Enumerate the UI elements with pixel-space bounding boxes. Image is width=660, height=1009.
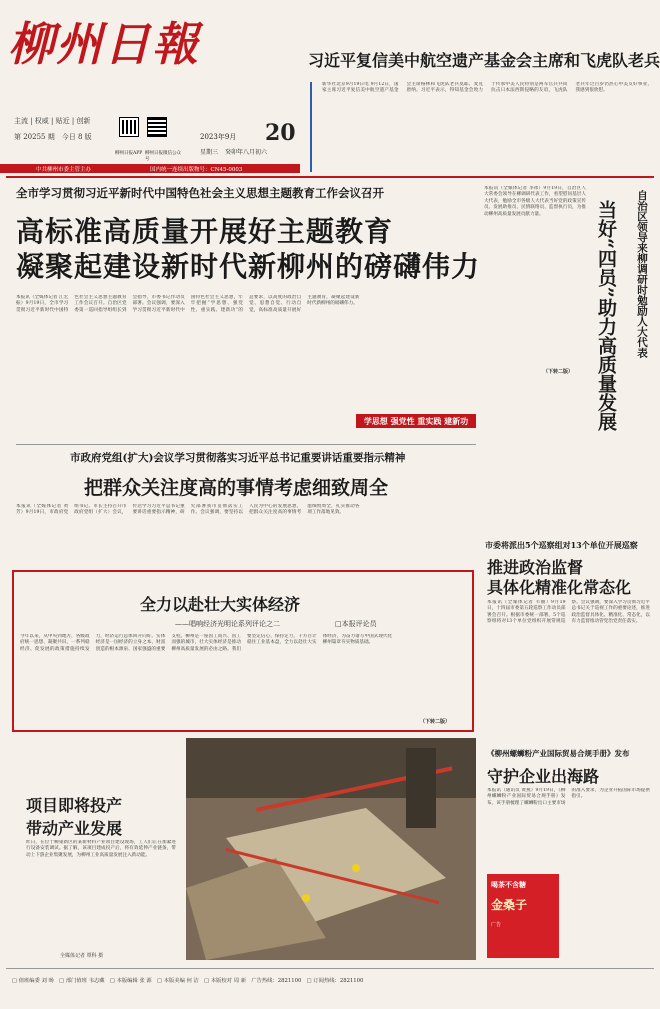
- editorial-end: （下转二版）: [420, 719, 451, 725]
- newspaper-logo: 柳州日報: [8, 17, 200, 71]
- factory-photo-art: [186, 738, 476, 960]
- publisher: 中共柳州市委主管主办: [36, 167, 92, 173]
- issue-number: 第 20255 期 今日 8 版: [14, 133, 92, 141]
- supervision-body: 本报讯（全媒体记者 韦丽）9月19日，十四届市委第五轮巡察工作动员部署会召开。根据市委统一部署，5个巡察组将对13个单位党组织开展常规巡察。会议强调，要深入学习贯彻习近平总书记关于巡视工作的重要论述，推进政治监督具体化、精准化、常态化，以有力监督推动管党治党责任落实。: [487, 600, 650, 625]
- right-col-vtitle-2: 当好“四员”助力高质量发展: [595, 200, 617, 431]
- banner-title-1: 高标准高质量开展好主题教育: [16, 215, 394, 248]
- masthead: [8, 8, 238, 84]
- banner-title-2: 凝聚起建设新时代新柳州的磅礴伟力: [16, 250, 481, 283]
- industry-body: 昨日，在位于柳東新区的某新材料产业项目建设现场，工人们正在加紧进行设备安装调试。据了解，该项目建成投产后，将有效延伸产业链条，带动上下游企业集聚发展，为柳州工业高质量发展注入新动能。: [26, 840, 176, 858]
- supervision-kicker: 市委将派出5个巡察组对13个单位开展巡察: [485, 540, 638, 550]
- banner-kicker: 全市学习贯彻习近平新时代中国特色社会主义思想主题教育工作会议召开: [16, 186, 384, 200]
- expo-body: 本报讯（通讯员 黄燕）9月19日，《柳州螺蛳粉产业国际贸易合规手册》发布。该手册梳理了螺蛳粉出口主要市场的准入要求，为企业开拓国际市场提供指引。: [487, 788, 650, 806]
- second-title: 把群众关注度高的事情考虑细致周全: [84, 477, 389, 499]
- expo-kicker: 《柳州螺蛳粉产业国际贸易合规手册》发布: [487, 749, 630, 758]
- expo-title: 守护企业出海路: [487, 767, 600, 786]
- right-col-body: 本报讯（全媒体记者 李冰）9月19日，自治区人大常委会领导在柳调研代表工作，看望慰问基层人大代表，勉励全市各级人大代表当好党的政策宣传员、发展助推员、民情联络员、监督执行员，为推动柳州高质量发展贡献力量。: [484, 186, 586, 217]
- second-body: 本报讯（全媒体记者 黄芳）9月19日，市政府党组书记、市长主持召开市政府党组（扩大）会议，传达学习习近平总书记重要讲话重要指示精神，研究部署我市贯彻落实工作。会议强调，要坚持以人民为中心的发展思想，把群众关注度高的事情考虑细致周全，扎实推动各项工作落地见效。: [16, 504, 360, 516]
- supervision-title-2: 具体化精准化常态化: [487, 578, 632, 597]
- footer-credits: □ 值班编委 刘 旸 □ 部门值班 韦志藏 □ 本版编辑 张 源 □ 本版美编 何 洁 □ 本版校对 周 新 广告热线：2821100 □ 订阅热线：2821100: [12, 978, 364, 984]
- industry-title-1: 项目即将投产: [26, 796, 123, 815]
- right-col-end: （下转二版）: [543, 369, 574, 375]
- factory-photo: [186, 738, 476, 960]
- slogan-badge: 学思想 强党性 重实践 建新功: [356, 414, 476, 428]
- cn-number: 国内统一连续出版物号：CN45-0003: [150, 167, 243, 173]
- date-day: 20: [265, 120, 296, 146]
- date-ym: 2023年9月: [200, 133, 237, 141]
- editorial-subtitle: ——唱响经济光明论系列评论之二: [175, 620, 280, 628]
- supervision-title-1: 推进政治监督: [487, 558, 584, 577]
- ad-label: 广告: [491, 922, 502, 928]
- editorial-byline: □本报评论员: [335, 620, 377, 628]
- editorial-body: 今年以来，从中央到地方，各级政府统一思想、凝聚共识，一系列稳经济、促发展的政策措施持续发力，经济运行总体回升向好。实体经济是一国经济的立身之本、财富创造的根本源泉、国家强盛的重要支柱。柳州是一座因工而兴、因工而强的城市，壮大实体经济是推动柳州高质量发展的必由之路。我们要坚定信心、保持定力，千方百计稳住工业基本盘，全力以赴壮大实体经济，为奋力谱写中国式现代化柳州篇章夯实物质基础。: [20, 634, 393, 652]
- wechat-qr-icon: [148, 118, 166, 136]
- industry-title-2: 带动产业发展: [26, 819, 123, 838]
- lunar-date: 癸卯年八月初六: [225, 149, 268, 156]
- app-label: 柳州日报APP: [115, 151, 143, 156]
- ad-line-2: 金桑子: [491, 898, 528, 912]
- second-kicker: 市政府党组(扩大)会议学习贯彻落实习近平总书记重要讲话重要指示精神: [70, 452, 406, 464]
- wechat-label: 柳州日报微信公众号: [145, 151, 181, 162]
- banner-body: 本报讯（全媒体记者 江宏振）9月19日，全市学习贯彻习近平新时代中国特色社会主义思想主题教育工作会议召开。自治区党委第一巡回指导组组长到会指导，市委书记作动员部署。会议强调，要深入学习贯彻习近平新时代中国特色社会主义思想，牢牢把握“学思想、强党性、重实践、建新功”的总要求，以高度的政治自觉、思想自觉、行动自觉，高标准高质量开展好主题教育，凝聚起建设新时代新柳州的磅礴伟力。: [16, 295, 360, 313]
- right-col-vtitle: 自治区领导来柳调研时勉励人大代表: [636, 190, 648, 358]
- ad-block: [487, 874, 559, 958]
- industry-credit: 全媒体记者 覃科 摄: [60, 953, 104, 959]
- app-qr-icon: [120, 118, 138, 136]
- weekday: 星期三: [200, 149, 219, 156]
- top-story-body: 新华社北京9月19日电 9月12日，国家主席习近平复信美中航空遗产基金会主席格林和飞虎队老兵莫耶、麦克唐纳。习近平表示，得知基金会致力于传承中美人民特别是两军官兵共同抗击日本法西斯侵略的友谊，飞虎队老兵年过百岁仍热心中美友好事业，我感到很欣慰。: [322, 82, 652, 94]
- editorial-title: 全力以赴壮大实体经济: [140, 595, 301, 614]
- ad-line-1: 喝茶不含糖: [491, 880, 526, 889]
- top-story-title: 习近平复信美中航空遗产基金会主席和飞虎队老兵: [308, 51, 660, 70]
- masthead-motto: 主流 | 权威 | 贴近 | 创新: [14, 117, 91, 125]
